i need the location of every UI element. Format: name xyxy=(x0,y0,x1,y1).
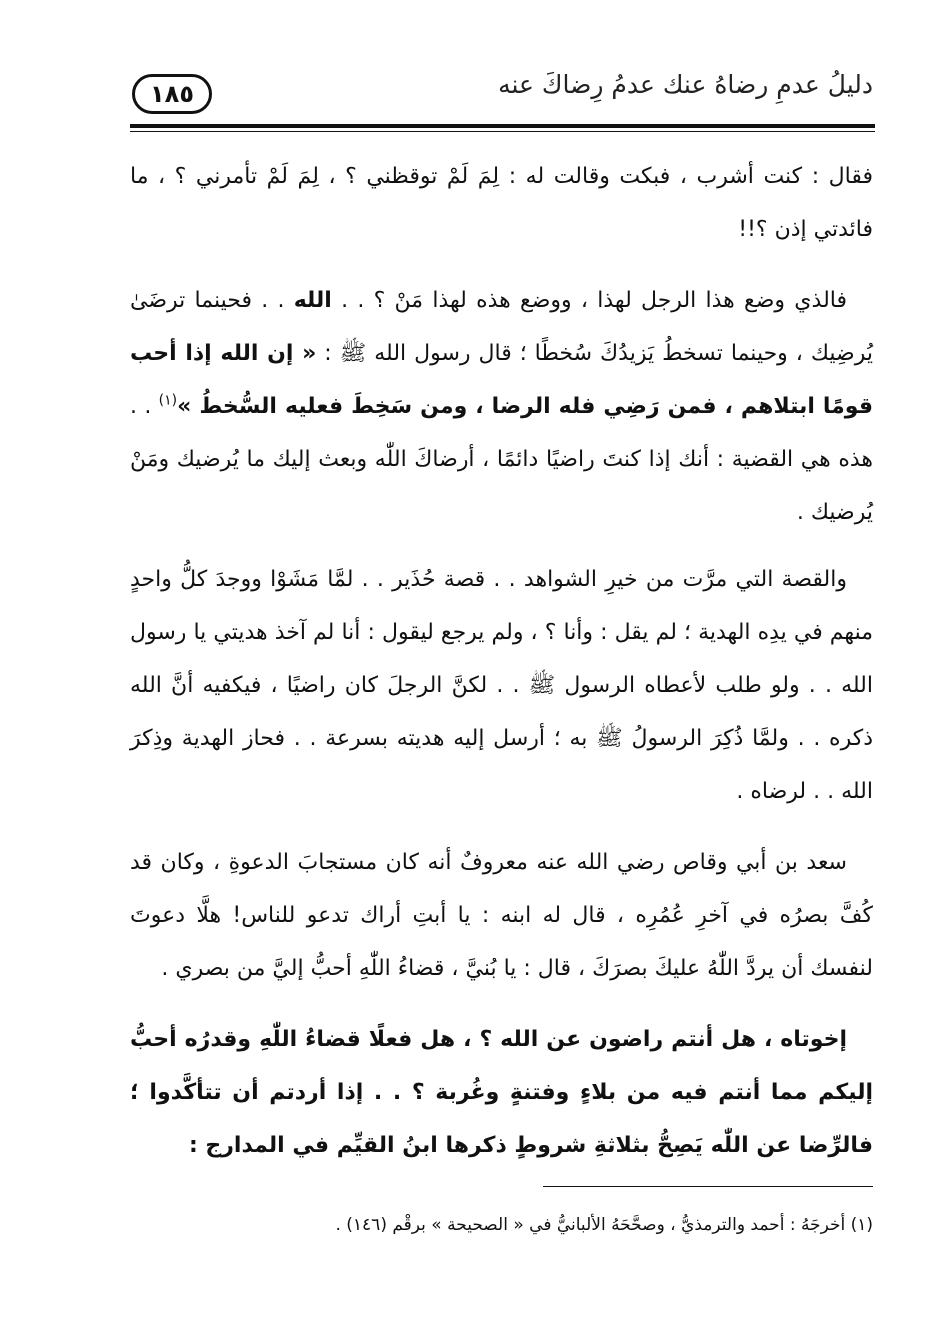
text-segment: فالذي وضع هذا الرجل لهذا ، ووضع هذه لهذا مَنْ ؟ . . xyxy=(331,288,847,313)
paragraph-4 xyxy=(130,836,873,995)
footnote-ref: (١) xyxy=(158,392,178,409)
text-segment-bold: إخوتاه ، هل أنتم راضون عن الله ؟ ، هل فعلًا قضاءُ اللّٰهِ وقدرُه أحبُّ إليكم مما أنتم فيه من بلاءٍ وفتنةٍ وغُربة ؟ . . إذا أردتم أن تتأكَّدوا ؛ فالرِّضا عن اللّٰه يَصِحُّ بثلاثةِ شروطٍ ذكرها ابنُ القيِّم في المدارج : xyxy=(130,1027,873,1158)
header-rule xyxy=(130,124,875,128)
text-segment: فقال : كنت أشرب ، فبكت وقالت له : لِمَ لَمْ توقظني ؟ ، لِمَ لَمْ تأمرني ؟ ، ما فائدتي إذن ؟!! xyxy=(130,164,873,242)
hadith-quote: « إن الله إذا أحب قومًا ابتلاهم ، فمن رَضِي فله الرضا ، ومن سَخِطَ فعليه السُّخطُ » xyxy=(130,341,873,419)
footnote: (١) أخرجَهُ : أحمد والترمذيُّ ، وصحَّحَهُ الألبانيُّ في « الصحيحة » برقْم (١٤٦) . xyxy=(335,1215,873,1235)
paragraph-1 xyxy=(130,150,873,256)
text-segment: والقصة التي مرَّت من خيرِ الشواهد . . قصة حُذَير . . لمَّا مَشَوْا ووجدَ كلُّ واحدٍ منهم في يدِه الهدية ؛ لم يقل : وأنا ؟ ، ولم يرجع ليقول : أنا لم آخذ هديتي يا رسول الله . . ولو طلب لأعطاه الرسول ﷺ . . لكنَّ الرجلَ كان راضيًا ، فيكفيه أنَّ الله ذكره . . ولمَّا ذُكِرَ الرسولُ ﷺ به ؛ أرسل إليه هديته بسرعة . . فحاز الهدية وذِكرَ الله . . لرضاه . xyxy=(130,567,873,804)
running-title: دليلُ عدمِ رضاهُ عنك عدمُ رِضاكَ عنه xyxy=(498,70,873,99)
text-segment: . . هذه هي القضية : أنك إذا كنتَ راضيًا دائمًا ، أرضاكَ اللّٰه وبعث إليك ما يُرضيك ومَنْ يُرضيك . xyxy=(130,394,873,525)
page-header xyxy=(132,58,873,122)
text-segment: سعد بن أبي وقاص رضي الله عنه معروفٌ أنه كان مستجابَ الدعوةِ ، وكان قد كُفَّ بصرُه في آخرِ عُمُرِه ، قال له ابنه : يا أبتِ أراك تدعو للناس! هلَّا دعوتَ لنفسك أن يردَّ اللّٰهُ عليكَ بصرَكَ ، قال : يا بُنيَّ ، قضاءُ اللّٰهِ أحبُّ إليَّ من بصري . xyxy=(130,850,873,981)
body-text xyxy=(130,150,873,1190)
footnote-rule xyxy=(543,1186,873,1187)
text-segment: . . فحينما ترضَىٰ يُرضِيك ، وحينما تسخطُ يَزيدُكَ سُخطًا ؛ قال رسول الله ﷺ : xyxy=(130,288,873,366)
paragraph-3 xyxy=(130,553,873,818)
paragraph-5 xyxy=(130,1013,873,1172)
text-segment-bold: الله xyxy=(293,288,332,313)
page-number: ١٨٥ xyxy=(132,74,212,114)
paragraph-2 xyxy=(130,274,873,539)
header-rule-thin xyxy=(130,131,875,132)
